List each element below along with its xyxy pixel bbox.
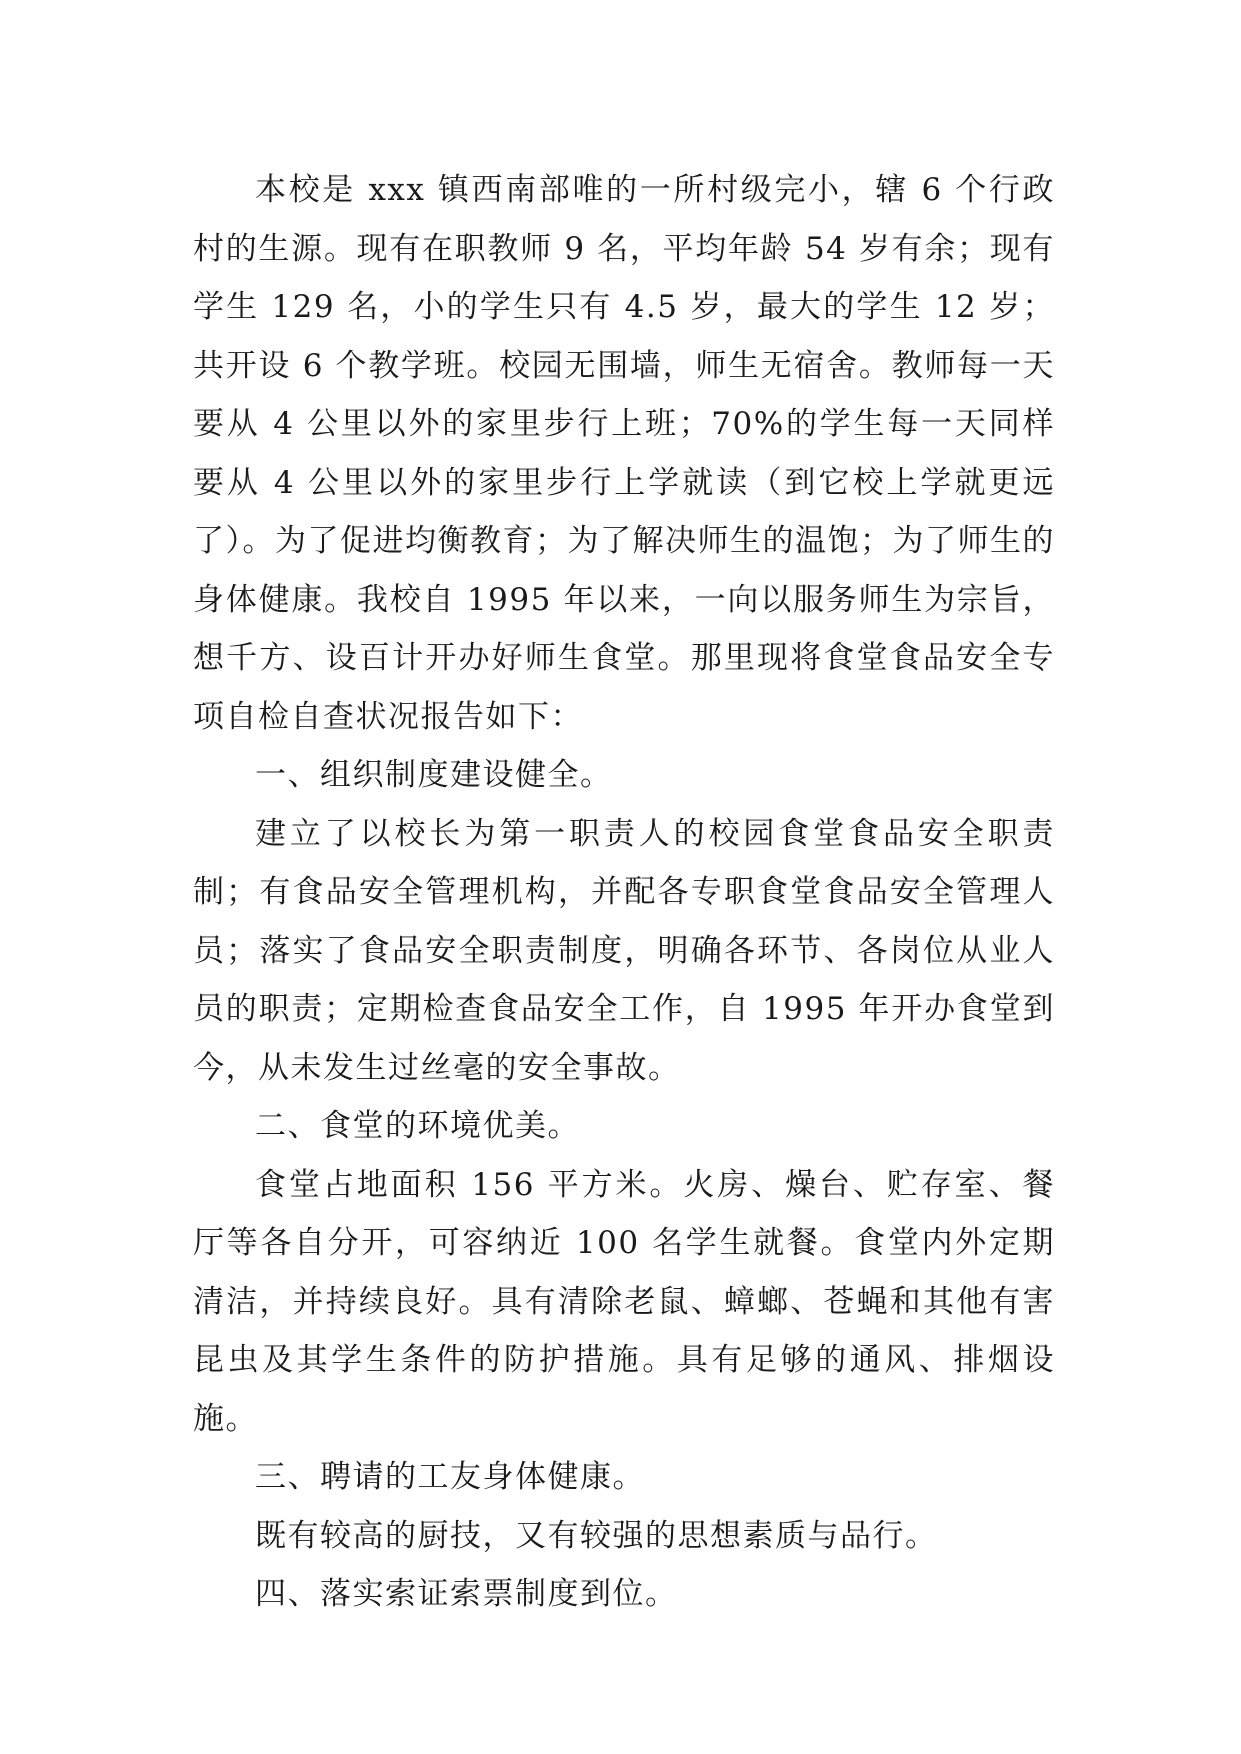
section-heading-certificates: 四、落实索证索票制度到位。 — [255, 1576, 678, 1612]
organization-paragraph: 建立了以校长为第一职责人的校园食堂食品安全职责制；有食品安全管理机构，并配各专职食堂食品安全管理人员；落实了食品安全职责制度，明确各环节、各岗位从业人员的职责；定期检查食品安全工作，自 1995 年开办食堂到今，从未发生过丝毫的安全事故。 — [193, 815, 1055, 1086]
section-heading-environment: 二、食堂的环境优美。 — [255, 1108, 580, 1144]
document-page — [193, 161, 1055, 1624]
intro-paragraph: 本校是 xxx 镇西南部唯的一所村级完小，辖 6 个行政村的生源。现有在职教师 9 名，平均年龄 54 岁有余；现有学生 129 名，小的学生只有 4.5 岁，最大的学生 12 岁；共开设 6 个教学班。校园无围墙，师生无宿舍。教师每一天要从 4 公里以外的家里步行上班；70%的学生每一天同样要从 4 公里以外的家里步行上学就读（到它校上学就更远了）。为了促进均衡教育；为了解决师生的温饱；为了师生的身体健康。我校自 1995 年以来，一向以服务师生为宗旨，想千方、设百计开办好师生食堂。那里现将食堂食品安全专项自检自查状况报告如下： — [193, 172, 1055, 735]
section-heading-staff: 三、聘请的工友身体健康。 — [255, 1459, 645, 1495]
staff-paragraph: 既有较高的厨技，又有较强的思想素质与品行。 — [255, 1517, 938, 1554]
environment-paragraph: 食堂占地面积 156 平方米。火房、燥台、贮存室、餐厅等各自分开，可容纳近 100 名学生就餐。食堂内外定期清洁，并持续良好。具有清除老鼠、蟑螂、苍蝇和其他有害昆虫及其学生条件的防护措施。具有足够的通风、排烟设施。 — [193, 1166, 1055, 1437]
section-heading-organization: 一、组织制度建设健全。 — [255, 757, 613, 793]
